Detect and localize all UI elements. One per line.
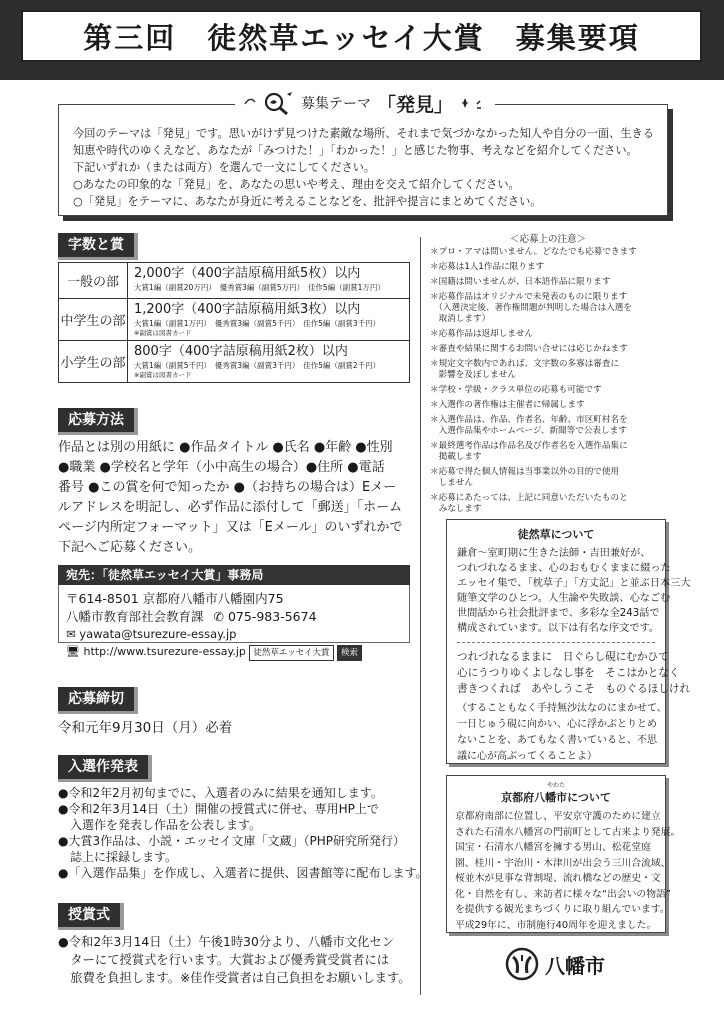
division-chars: 800字（400字詰原稿用紙2枚）以内 [134,344,348,359]
note-item: （入選決定後、著作権問題が判明した場合は入選を [430,303,632,313]
note-item: ＊入選作の著作権は主催者に帰属します [430,400,585,410]
division-name: 小学生の部 [59,341,128,383]
how-line: 番号 ●この賞を何で知ったか ●（お持ちの場合は）Eメー [58,480,397,495]
department: 八幡市教育部社会教育課 [66,609,204,624]
note-item: ＊応募で得た個人情報は当事業以外の目的で使用 [430,467,620,477]
note-item: 取消します） [430,314,491,324]
yawata-line: 国宝・石清水八幡宮を擁する男山、松花堂庭 [455,842,651,853]
yawata-line: された石清水八幡宮の門前町として古来より発展。 [455,826,681,838]
city-name: 八幡市 [545,953,605,978]
translation-line: 議に心が高ぶってくることよ） [457,751,597,762]
address-heading: 宛先：「徒然草エッセイ大賞」事務局 [58,565,410,585]
list-item: 旅費を負担します。※佳作受賞者は自己負担をお願いします。 [58,971,411,985]
deadline-text: 令和元年9月30日（月）必着 [58,720,233,736]
yawata-line: 平成29年に、市制施行40周年を迎えました。 [455,919,657,931]
city-emblem-icon [505,947,539,981]
theme-line: ○「発見」をテーマに、あなたが身近に考えることなどを、批評や提言にまとめてください。 [73,195,542,208]
section-header-how: 応募方法 [58,408,138,435]
yawata-title: 京都府八幡市について [501,791,611,804]
note-item: しません [430,478,473,488]
how-text [58,438,403,558]
note-item: ＊審査や結果に関するお問い合せには応じかねます [430,344,628,354]
tsurezure-line: 構成されています。以下は有名な序文です。 [457,623,660,634]
translation-line: （することもなく手持無沙汰なのにまかせて、 [457,703,667,714]
division-row [59,299,410,341]
division-chars: 2,000字（400字詰原稿用紙5枚）以内 [134,266,361,281]
note-item: ＊国籍は問いませんが、日本語作品に限ります [430,277,611,287]
how-line: 作品とは別の用紙に ●作品タイトル ●氏名 ●年齢 ●性別 [58,440,393,455]
note-item: 影響を及ぼしません [430,370,516,380]
note-item: ＊学校・学級・クラス単位の応募も可能です [430,385,602,395]
list-item: ●令和2年2月初旬までに、入選者のみに結果を通知します。 [58,786,383,800]
division-row [59,341,410,383]
address-line [66,645,362,661]
yawata-line: を提供する観光まちづくりに取り組んでいます。 [455,904,670,915]
magnifier-bird-icon [243,90,295,116]
theme-line: 知恵や時代のゆくえなど、あなたが「みつけた！」「わかった！」と感じた物事、考えなどを紹介してください。 [73,144,638,157]
theme-heading [235,90,495,116]
note-item: ＊応募にあたっては、上記に同意いただいたものと [430,493,628,503]
address-line [66,607,317,625]
division-prizes: 大賞1編（副賞1万円） 優秀賞3編（副賞5千円） 佳作5編（副賞3千円） [134,319,381,328]
how-line: ページ内所定フォーマット」又は「Eメール」のいずれかで [58,520,403,535]
sparkle-icon [459,90,487,116]
list-item: ●「入選作品集」を作成し、入選者に提供、図書館等に配布します。 [58,866,428,880]
list-item: ●令和2年3月14日（土）開催の授賞式に併せ、専用HP上で [58,802,379,816]
division-name: 一般の部 [59,263,128,299]
tsurezure-line: 鎌倉～室町期に生きた法師・吉田兼好が、 [457,548,651,559]
division-note: ※副賞は図書カード [134,371,192,379]
note-item: ＊規定文字数内であれば、文字数の多寡は審査に [430,359,620,369]
poem-line: つれづれなるままに 日ぐらし硯にむかひて [457,651,669,663]
how-line: ●職業 ●学校名と学年（小中高生の場合）●住所 ●電話 [58,460,385,475]
notes-title: ＜応募上の注意＞ [509,234,586,245]
how-line: 下記へご応募ください。 [58,540,202,555]
theme-box [58,104,668,216]
list-item: ●大賞3作品は、小説・エッセイ文庫「文蔵」（PHP研究所発行） [58,834,406,848]
note-item: 掲載します [430,452,482,462]
division-note: ※副賞は図書カード [134,329,192,337]
note-item: 入選作品集やホームページ、新聞等で公表します [430,426,627,436]
computer-icon: 🖥 [66,645,80,658]
tsurezure-line: エッセイ集で、「枕草子」「方丈記」と並ぶ日本三大 [457,578,691,589]
note-item: ＊プロ・アマは問いません。どなたでも応募できます [430,247,637,257]
section-header-results: 入選作発表 [58,755,152,782]
section-header-awards: 字数と賞 [58,233,138,260]
division-name: 中学生の部 [59,299,128,341]
yawata-box [446,775,681,933]
division-prizes: 大賞1編（副賞5千円） 優秀賞3編（副賞3千円） 佳作5編（副賞2千円） [134,361,381,370]
city-logo [505,947,605,981]
section-header-deadline: 応募締切 [58,687,138,714]
tsurezure-box [446,519,691,764]
note-item: ＊入選作品は、作品、作者名、年齢、市区町村名を [430,415,628,425]
yawata-line: 桜並木が見事な背割堤、流れ橋などの歴史・文 [455,873,661,884]
address-line [66,627,236,641]
theme-line: 下記いずれか（または両方）を選んで一文にしてください。 [73,161,376,174]
phone-icon: ✆ [213,609,224,624]
yawata-line: 京都府南部に位置し、平安京守護のために建立 [455,811,661,822]
tsurezure-title: 徒然草について [517,528,595,541]
yawata-line: 園、桂川・宇治川・木津川が出会う三川合流域、 [455,857,671,869]
section-header-ceremony: 授賞式 [58,903,124,930]
poem-line: 書きつくれば あやしうこそ ものぐるほしけれ [457,683,691,695]
list-item: ターにて授賞式を行います。大賞および優秀賞受賞者には [58,953,390,967]
note-item: ＊応募作品は返却しません [430,329,534,339]
list-item: 誌上に採録します。 [58,850,178,864]
note-item: みなします [430,504,482,514]
column-divider [420,237,421,995]
note-item: ＊最終選考作品は作品名及び作者名を入選作品集に [430,441,628,451]
theme-line: 今回のテーマは「発見」です。思いがけず見つけた素敵な場所、それまで気づかなかった知人や自分の一面、生きる [73,127,654,140]
tsurezure-line: 随筆文学のひとつ。人生論や失敗談、心なごむ [457,593,671,604]
phone-number: 075-983-5674 [227,609,317,624]
address-line: 〒614-8501 京都府八幡市八幡園内75 [66,591,284,606]
theme-line: ○あなたの印象的な「発見」を、あなたの思いや考え、理由を交えて紹介してください。 [73,178,520,191]
list-item: ●令和2年3月14日（土）午後1時30分より、八幡市文化セン [58,935,395,949]
ceremony-list [58,933,411,987]
award-table [58,262,410,383]
tsurezure-line: つれづれなるまま、心のおもむくままに綴った [457,563,671,574]
translation-line: 一日じゅう硯に向かい、心に浮かぶとりとめ [457,719,657,730]
list-item: 入選作を発表し作品を公表します。 [58,818,262,832]
note-item: ＊応募作品はオリジナルで未発表のものに限ります [430,292,628,302]
email-link[interactable]: yawata@tsurezure-essay.jp [79,627,237,641]
division-chars: 1,200字（400字詰原稿用紙3枚）以内 [134,302,361,317]
title-box [21,10,702,62]
division-prizes: 大賞1編（副賞20万円） 優秀賞3編（副賞5万円） 佳作5編（副賞1万円） [134,283,385,292]
page-title: 第三回 徒然草エッセイ大賞 募集要項 [83,20,640,55]
translation-line: ないことを、あてもなく書いていると、不思 [457,735,657,746]
search-button[interactable]: 検索 [337,645,362,661]
results-list [58,785,428,881]
dashed-divider [457,642,655,643]
theme-label: 募集テーマ [301,96,371,112]
poem-line: 心にうつりゆくよしなし事を そこはかとなく [457,667,680,679]
division-row [59,263,410,299]
ruby-text: やわた [546,782,565,789]
search-box[interactable]: 徒然草エッセイ大賞 [249,645,333,661]
note-item: ＊応募は1人1作品に限ります [430,262,545,272]
tsurezure-line: 世間話から社会批評まで、多彩な全243話で [457,608,660,619]
website-link[interactable]: http://www.tsurezure-essay.jp [83,645,246,658]
how-line: ルアドレスを明記し、必ず作品に添付して「郵送」「ホーム [58,500,403,515]
yawata-line: 化・自然を有し、来訪者に様々な“出会いの物語” [455,888,671,900]
theme-value: 「発見」 [377,93,454,116]
mail-icon: ✉ [66,627,76,641]
